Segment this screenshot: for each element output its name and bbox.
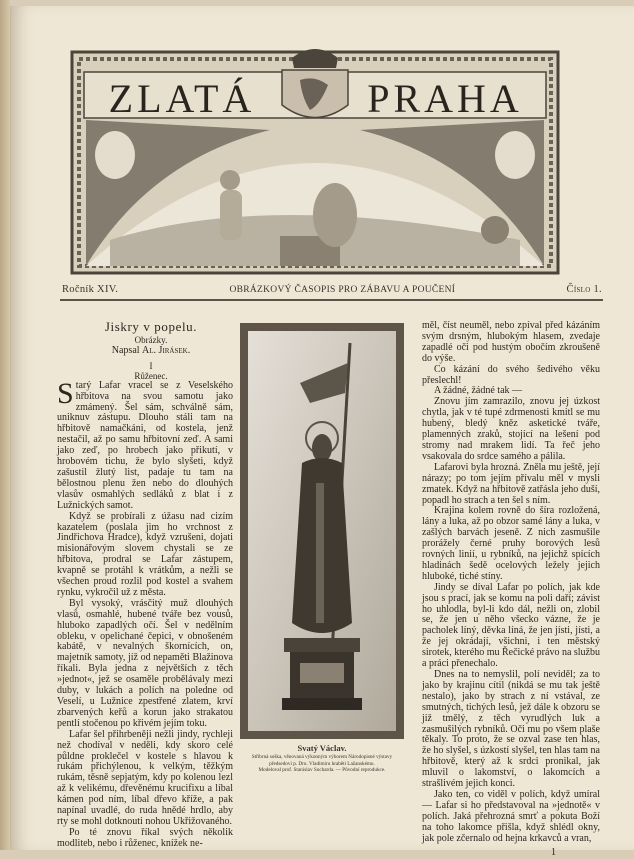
masthead-title-left: ZLATÁ [108, 76, 256, 121]
paragraph: Byl vysoký, vrásčitý muž dlouhých vlasů, osmahlé, hubené tváře bez vousů, hluboko zapadlých očí. Šel v nedělním obleku, v opelichané čepici, v obnošeném kabátě, v nevalných škornících, on, majetník samoty, jíž od nepaměti Blažinova říkali. Byla jedna z největších z těch »jednot«, jež se osaměle probělávaly mezi duby, v lukách a polích na poledne od Veselí, u Lužnice zpestřené zlatem, krví zbarvených keřů a korun jako strakatou pentlí stočenou po křivém jejím toku. [57, 597, 233, 729]
paragraph: Znovu jím zamrazilo, znovu jej úzkost chytla, jak v té tupé zdrmenosti kmitl se mu hubený, bledý kněz asketické tváře, plamenných zraků, stojící na lešení pod stromy nad mrakem lidí. Ta řeč jeho vsakovala do srdce samého a pálila. [422, 396, 600, 462]
paragraph: Krajina kolem rovně do šíra rozložená, lány a luka, až po obzor samé lány a luka, v zašlých barvách jeseně. Z nich zasmušile prorážely černé pruhy borových lesů rovných linií, u rybníků, na jejichž spících hladinách šedě ocelových ležely jejich hluboké, tiché stíny. [422, 505, 600, 582]
paragraph: Jako ten, co viděl v polích, když umíral — Lafar si ho představoval na »jednotě« v polích. Jaká přehrozná smrť a pokuta Boží na toho lakomce přišla, když shlédl okny, jak pole zčernalo od hejna krkavců a vran, [422, 788, 600, 844]
volume-label: Ročník XIV. [62, 284, 119, 295]
bust [481, 216, 509, 244]
paragraph: Dnes na to nemyslil, polí neviděl; za to jako by krajinu cítil (nikdá se mu tak ještě nestalo), jako by strach z ní vstával, ze smutných, tichých lesů, jež dále k obzoru se již tmělý, z těch vyrudlých luk a zasmušilých rybníků. Oči mu po všem plaše těkaly. To proto, že se ozval zase ten hlas, že ho slyšel, s úzkostí slyšel, ten hlas tam na hřbitově, který až k srdci pronikal, jak mluvil o lakomství, o lakomcích a strašlivém jejich konci. [422, 669, 600, 790]
shield-right-icon [495, 131, 535, 179]
sword [316, 483, 324, 623]
drop-cap: S [57, 376, 74, 410]
author-prefix: Napsal [111, 344, 140, 356]
paragraph: měl, číst neuměl, nebo zpíval před kázáním svým drsným, hlubokým hlasem, zvedaje zapadlé oči pod hustým obočím zkroušeně do výše. [422, 320, 600, 364]
issue-label: Číslo 1. [566, 284, 602, 295]
allegorical-figure [313, 183, 357, 247]
masthead-line [62, 284, 602, 298]
figure-caption [240, 743, 404, 774]
saint-wenceslas-statue-photo [240, 323, 404, 739]
masthead-title-right: PRAHA [367, 76, 523, 121]
paragraph: Když se probírali z úžasu nad cizím kazatelem (poslala jim ho vrchnost z Jindřichova Hradce), když vzrušeni, dojati misionářovým slovem chystali se ze hřbitova, prodral se Lafar zástupem, kvapně se protáhl k vrátkům, a nežli se všechen proud rozlil pod kostel a svahem rynku, vykročil už z města. [57, 510, 233, 598]
paragraph: Lafar šel přihrbeněji nežli jindy, rychleji než chodíval v neděli, kdy skoro celé půldne proklečel v kostele s hlavou k rukám přichýlenou, k velkým, těžkým rukám, těsně sepjatým, kdy po kolenou lezl až k velikému, dřevěnému krucifixu a líbal kámen pod ním, líbal dřevo kříže, a pak napínal uvadlé, do ruda hnědé hrdlo, aby rty se mohl dotknouti nohou Ukřižovaného. [57, 728, 233, 827]
author-name: Al. Jirásek. [142, 344, 191, 356]
paragraph: Po té znovu říkal svých několik modliteb, nebo i růženec, knížek ne- [57, 826, 233, 849]
book-spine [0, 0, 10, 850]
paragraph-text: tarý Lafar vracel se z Veselského hřbitova na svou samotu jako zmámený. Šel sám, schválně sám, uniknuv zástupu. Dlouho stáli tam na hřbitově namačkáni, od kostela, jenž nestačil, až po samu hřbitovní zeď. A sami jako zeď, po hrobech jako přikutí, v hrobovém tichu, že bylo slyšeti, když zašustil žlutý list, padaje tu tam na bělostnou plenu žen nebo do dlouhých vlasův osmahlých sedláků z blat i z Lužnických samot. [57, 379, 233, 511]
paragraph: Jindy se díval Lafar po polích, jak kde jsou s prací, jak se komu na poli daří; závist ho uhlodla, byl-li kdo dál, nežli on, zlobil se, že jen u něho všecko vázne, že je pacholek líný, děvka líná, že jen jísti, jísti, a že jej okrádají, všichni, i ten městský sirotek, kterého mu Řečické právo na službu a práci přenechalo. [422, 581, 600, 670]
chapter-number: I [149, 360, 153, 371]
header-rule [60, 299, 603, 301]
chapter-title: Růženec. [134, 370, 168, 381]
page-number: 1 [551, 846, 556, 858]
paragraph: Lafarovi byla hrozná. Zněla mu ještě, její nárazy; po tom jejím přívalu měl v mysli zmatek. Když na hřbitově zatřásla jeho duší, popadl ho strach a ten šel s ním. [422, 461, 600, 506]
caption-credit: Modeloval prof. Stanislav Sucharda. — Původní reprodukce. [258, 767, 386, 773]
paragraph: Co kázání do svého šedivého věku přeslechl! [422, 363, 600, 386]
paragraph [57, 376, 233, 512]
article-column-1 [57, 319, 233, 850]
masthead-banner [70, 40, 560, 275]
tagline: OBRÁZKOVÝ ČASOPIS PRO ZÁBAVU A POUČENÍ [229, 285, 456, 295]
caption-line: Stříbrná soška, věnovaná výkonným výborem Národopisné výstavy předsedovi p. Dru. Vladimíru hraběti Lažanskému. [251, 754, 393, 767]
shield-left-icon [95, 131, 135, 179]
article-column-2 [422, 321, 600, 859]
caption-title: Svatý Václav. [297, 743, 347, 753]
article-title: Jiskry v popelu. [104, 319, 198, 334]
cherubs [220, 190, 242, 240]
paragraph: A žádné, žádné tak — [434, 385, 523, 397]
article-author [57, 346, 233, 357]
article-subtitle: Obrázky. [134, 334, 168, 345]
